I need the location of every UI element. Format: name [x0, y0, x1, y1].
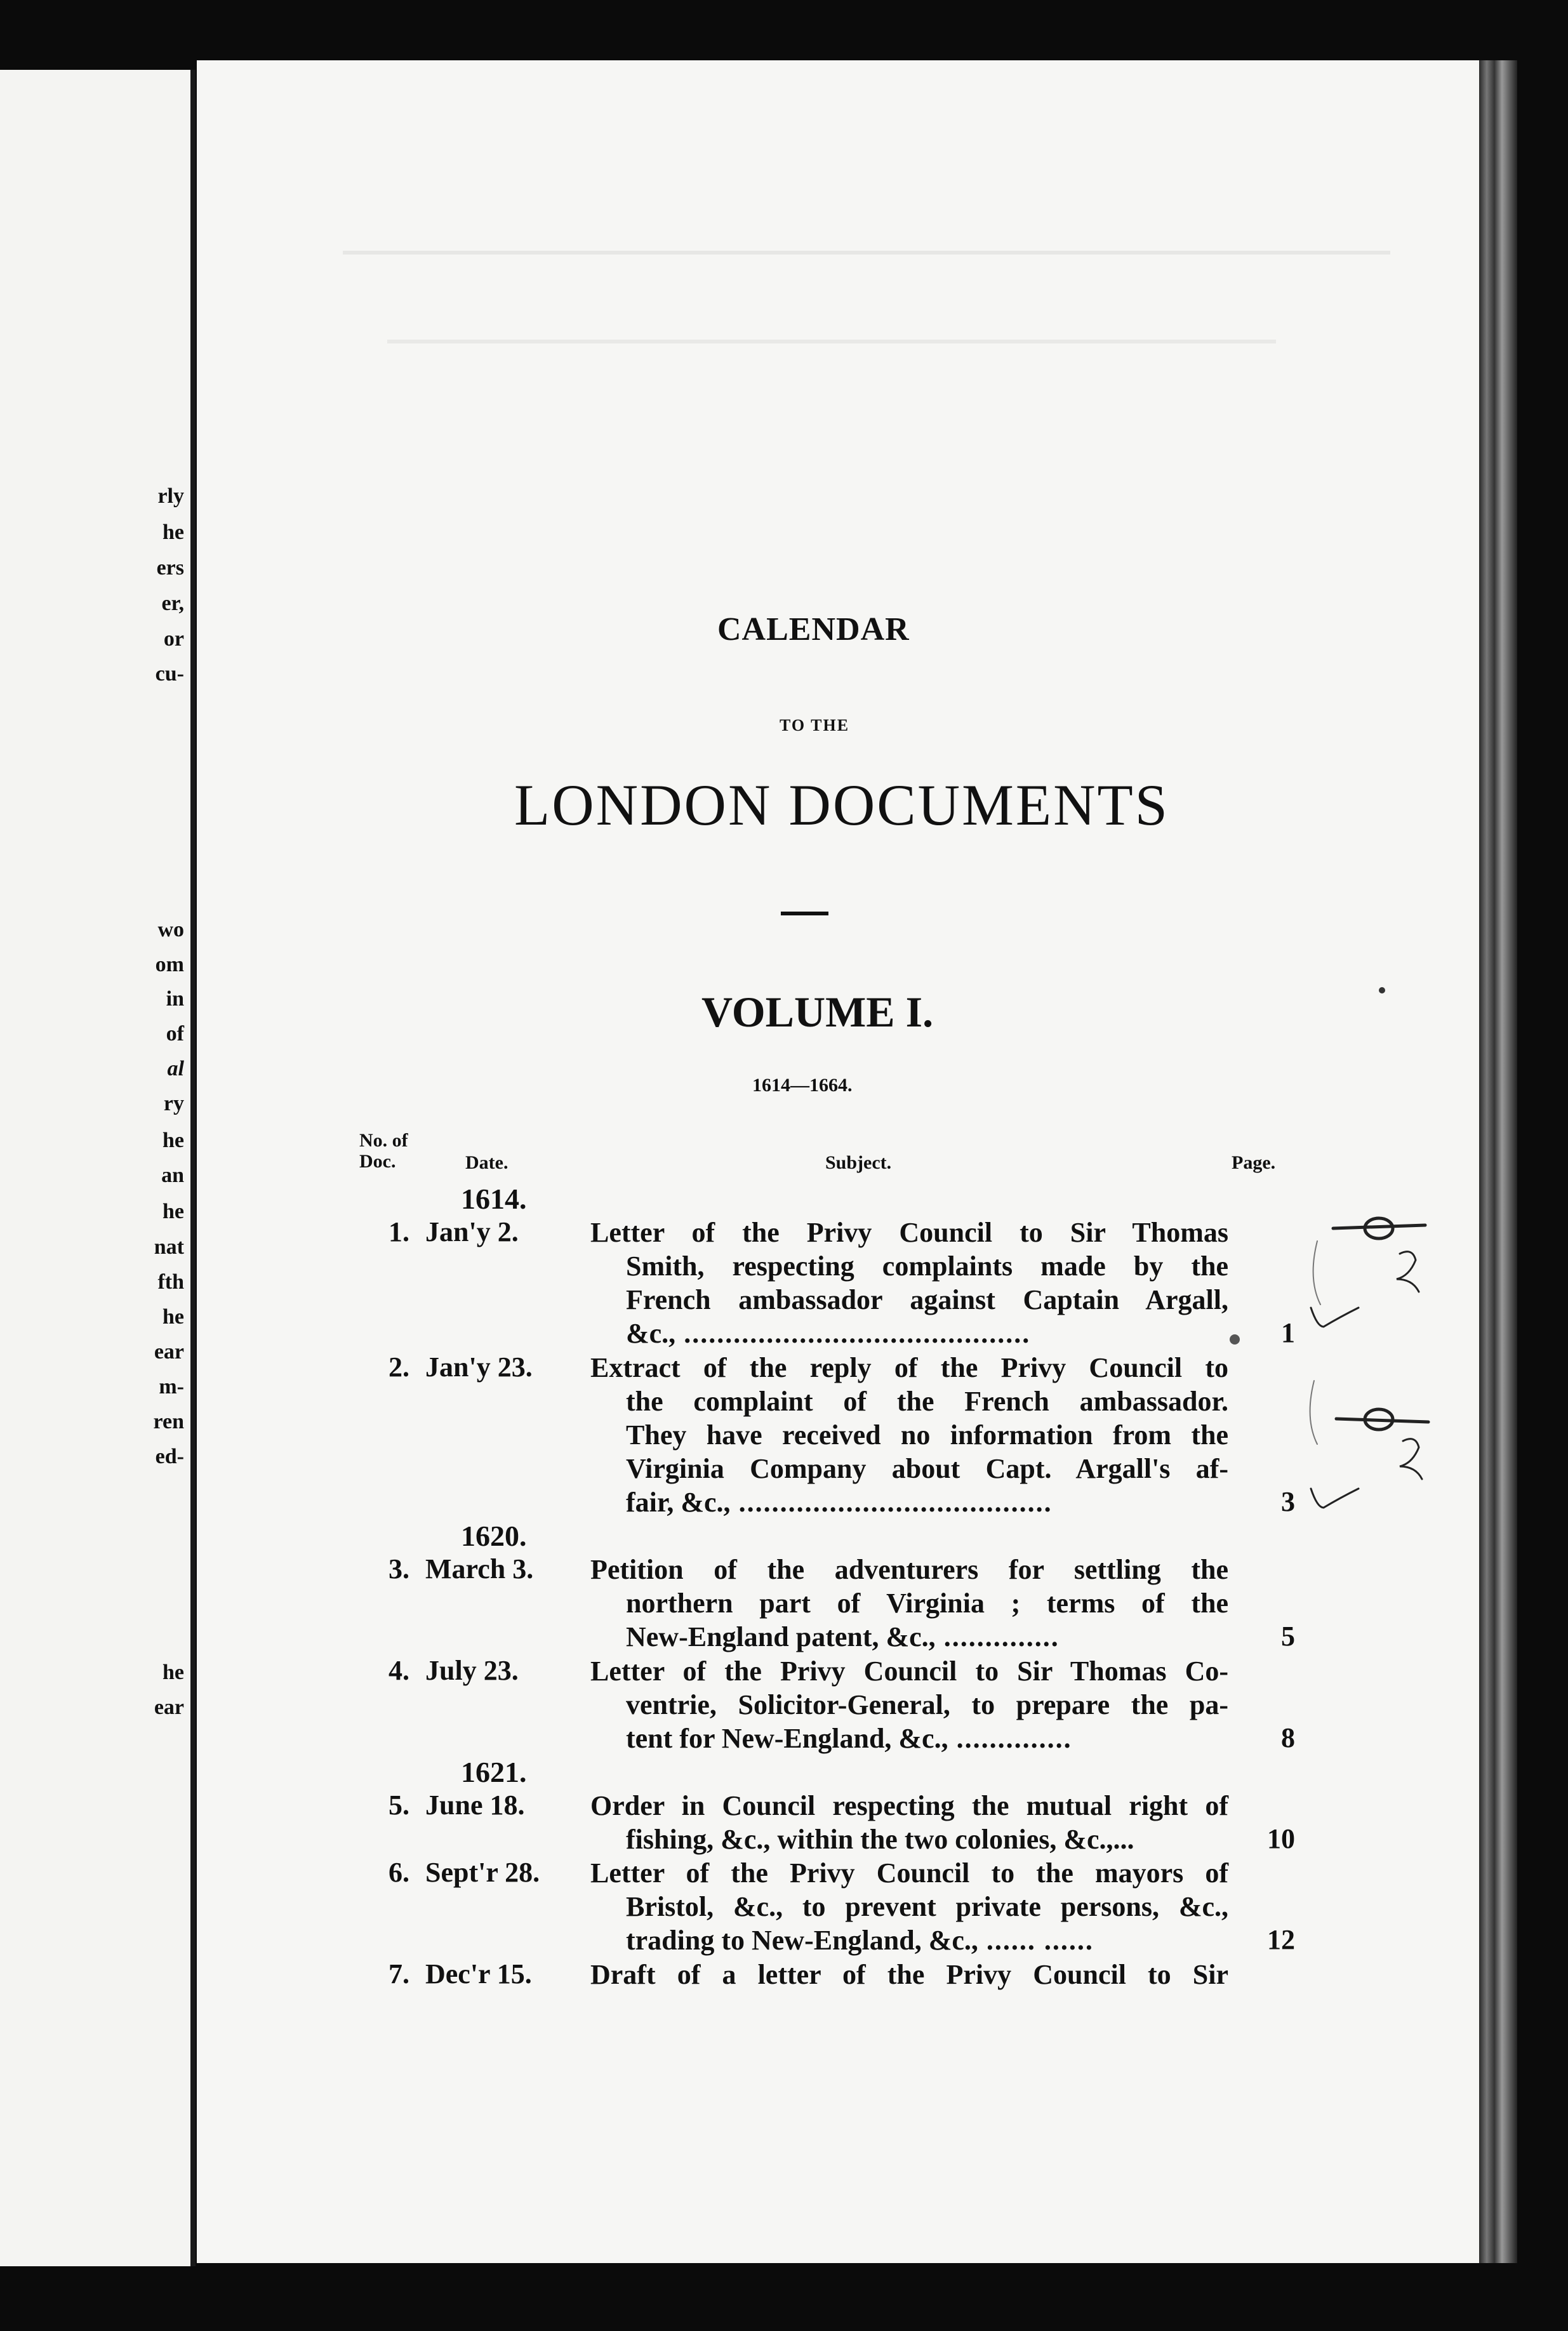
left-page-fragment: nat: [154, 1235, 184, 1259]
column-header-no-line1: No. of: [359, 1130, 408, 1151]
subject-line: Smith, respecting complaints made by the: [626, 1251, 1228, 1282]
pencil-faint-mark: [1313, 1241, 1320, 1305]
subject-line: the complaint of the French ambassador.: [626, 1386, 1228, 1417]
left-page-fragment: om: [155, 953, 184, 976]
doc-date: Jan'y 2.: [425, 1216, 519, 1247]
year-1614: 1614.: [461, 1183, 527, 1215]
subject-line: Virginia Company about Capt. Argall's af-: [626, 1453, 1228, 1484]
main-title: LONDON DOCUMENTS: [514, 773, 1169, 837]
left-page-fragment: rly: [157, 484, 184, 508]
left-page-fragment: he: [163, 1200, 184, 1223]
left-page-fragment: fth: [157, 1270, 184, 1294]
doc-date: March 3.: [425, 1553, 534, 1584]
year-1621: 1621.: [461, 1756, 527, 1788]
left-page-fragment: in: [166, 987, 184, 1011]
left-page-fragment: ed-: [155, 1445, 184, 1468]
paper-speck: [1230, 1334, 1240, 1345]
left-page-fragment: ers: [156, 556, 184, 580]
pencil-faint-mark: [1310, 1381, 1317, 1444]
subject-line: fair, &c., ......................................: [626, 1487, 1053, 1518]
paper-speck: [1379, 987, 1385, 993]
subject-line: northern part of Virginia ; terms of the: [626, 1588, 1228, 1619]
doc-number: 4.: [389, 1655, 409, 1686]
left-page-fragment: he: [163, 1129, 184, 1152]
pencil-numeral-mark: [1397, 1252, 1419, 1292]
subject-line: trading to New-England, &c., ...... ......: [626, 1925, 1094, 1956]
left-page-fragment: he: [163, 1661, 184, 1684]
subject-line: Letter of the Privy Council to Sir Thomas Co-: [590, 1656, 1228, 1687]
subject-line: French ambassador against Captain Argall,: [626, 1284, 1228, 1315]
doc-date: June 18.: [425, 1790, 525, 1821]
doc-date: Dec'r 15.: [425, 1958, 532, 1989]
left-page-fragment: cu-: [155, 662, 184, 686]
column-header-no-line2: Doc.: [359, 1151, 396, 1172]
page-number: 12: [1267, 1924, 1295, 1955]
year-1620: 1620.: [461, 1520, 527, 1552]
left-page-fragment: al: [167, 1057, 184, 1080]
left-page-fragment: of: [166, 1022, 184, 1046]
calendar-heading: CALENDAR: [717, 611, 910, 648]
page-number: 8: [1281, 1722, 1295, 1753]
doc-number: 5.: [389, 1790, 409, 1821]
pencil-check-mark: [1311, 1489, 1359, 1508]
doc-date: July 23.: [425, 1655, 519, 1686]
left-page-fragment: m-: [159, 1375, 184, 1398]
left-page-fragment: ry: [163, 1092, 184, 1115]
subject-line: Petition of the adventurers for settling the: [590, 1554, 1228, 1585]
subject-line: Bristol, &c., to prevent private persons, &c.,: [626, 1891, 1228, 1922]
left-page-fragment: or: [163, 627, 184, 651]
doc-date: Sept'r 28.: [425, 1857, 540, 1888]
left-page-fragment: he: [163, 521, 184, 544]
to-the-heading: TO THE: [780, 716, 850, 734]
column-header-date: Date.: [465, 1152, 508, 1173]
year-range: 1614—1664.: [752, 1075, 853, 1096]
subject-line: Letter of the Privy Council to the mayors of: [590, 1857, 1228, 1889]
subject-line: fishing, &c., within the two colonies, &c.,...: [626, 1824, 1134, 1855]
subject-line: Order in Council respecting the mutual right of: [590, 1790, 1228, 1821]
subject-line: New-England patent, &c., ..............: [626, 1621, 1060, 1652]
column-header-page: Page.: [1232, 1152, 1276, 1173]
doc-date: Jan'y 23.: [425, 1351, 533, 1383]
left-page-fragment: ear: [154, 1340, 184, 1364]
pencil-dash-mark: [1333, 1225, 1425, 1228]
left-page-fragment: ear: [154, 1696, 184, 1719]
volume-heading: VOLUME I.: [701, 988, 934, 1036]
pencil-check-mark: [1311, 1308, 1359, 1327]
pencil-numeral-mark: [1400, 1439, 1422, 1479]
left-page-fragment: er,: [161, 592, 184, 615]
subject-line: tent for New-England, &c., ..............: [626, 1723, 1072, 1754]
page-number: 5: [1281, 1621, 1295, 1652]
page-number: 3: [1281, 1486, 1295, 1517]
subject-line: They have received no information from the: [626, 1419, 1228, 1451]
left-page-fragment: he: [163, 1305, 184, 1329]
left-page-fragment: wo: [157, 918, 184, 941]
doc-number: 3.: [389, 1553, 409, 1584]
subject-line: ventrie, Solicitor-General, to prepare the pa-: [626, 1689, 1228, 1720]
pencil-dash-mark: [1336, 1419, 1428, 1422]
doc-number: 7.: [389, 1958, 409, 1989]
column-header-subject: Subject.: [825, 1152, 892, 1173]
doc-number: 2.: [389, 1351, 409, 1383]
page-number: 10: [1267, 1823, 1295, 1854]
subject-line: &c., ..........................................: [626, 1318, 1031, 1349]
page-number: 1: [1281, 1317, 1295, 1348]
subject-line: Draft of a letter of the Privy Council to Sir: [590, 1959, 1228, 1990]
left-page-fragment: an: [161, 1164, 184, 1187]
left-page-fragment: ren: [153, 1410, 184, 1433]
doc-number: 1.: [389, 1216, 409, 1247]
doc-number: 6.: [389, 1857, 409, 1888]
subject-line: Extract of the reply of the Privy Council to: [590, 1352, 1228, 1383]
subject-line: Letter of the Privy Council to Sir Thomas: [590, 1217, 1228, 1248]
